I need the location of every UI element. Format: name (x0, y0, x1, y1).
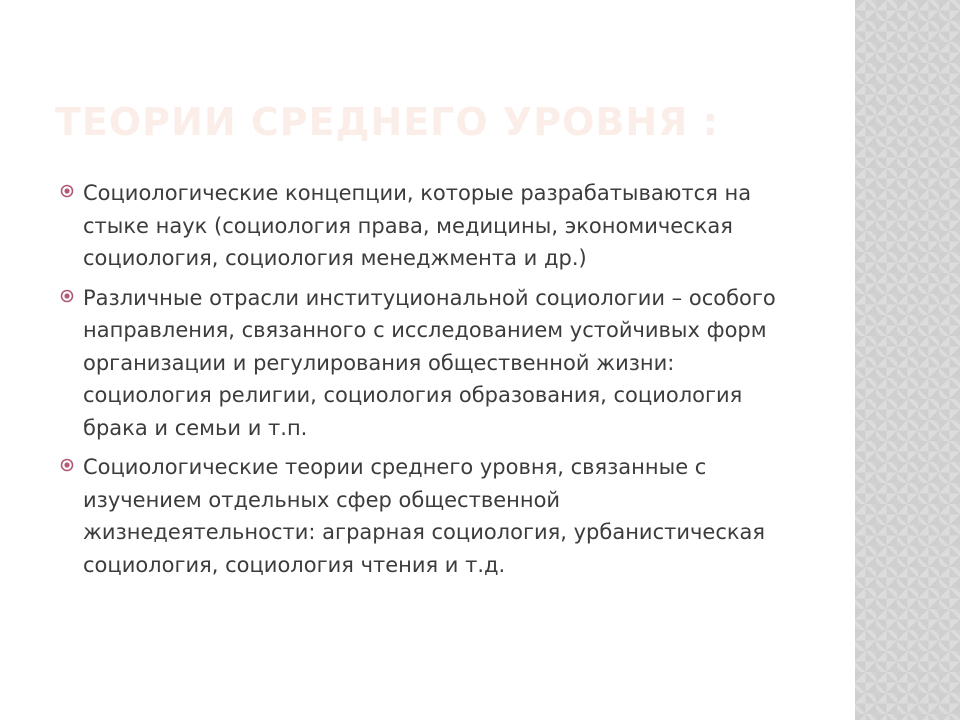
bullet-item (58, 177, 798, 275)
bullet-item (58, 282, 798, 445)
bullet-text: Социологические концепции, которые разрабатываются на стыке наук (социология права, медицины, экономическая социология, социология менеджмента и др.) (83, 181, 752, 270)
slide-title: ТЕОРИИ СРЕДНЕГО УРОВНЯ : (55, 100, 719, 144)
bullet-list (58, 177, 798, 588)
bullet-text: Социологические теории среднего уровня, связанные с изучением отдельных сфер общественной жизнедеятельности: аграрная социология, урбанистическая социология, социология чтения и т.д. (83, 455, 766, 577)
side-diamond-pattern (855, 0, 960, 720)
circle-bullet-icon (60, 458, 74, 472)
circle-bullet-icon (60, 184, 74, 198)
bullet-item (58, 451, 798, 581)
bullet-text: Различные отрасли институциональной социологии – особого направления, связанного с исследованием устойчивых форм организации и регулирования общественной жизни: социология религии, социология образования, социология брака и семьи и т.п. (83, 285, 776, 440)
circle-bullet-icon (60, 289, 74, 303)
